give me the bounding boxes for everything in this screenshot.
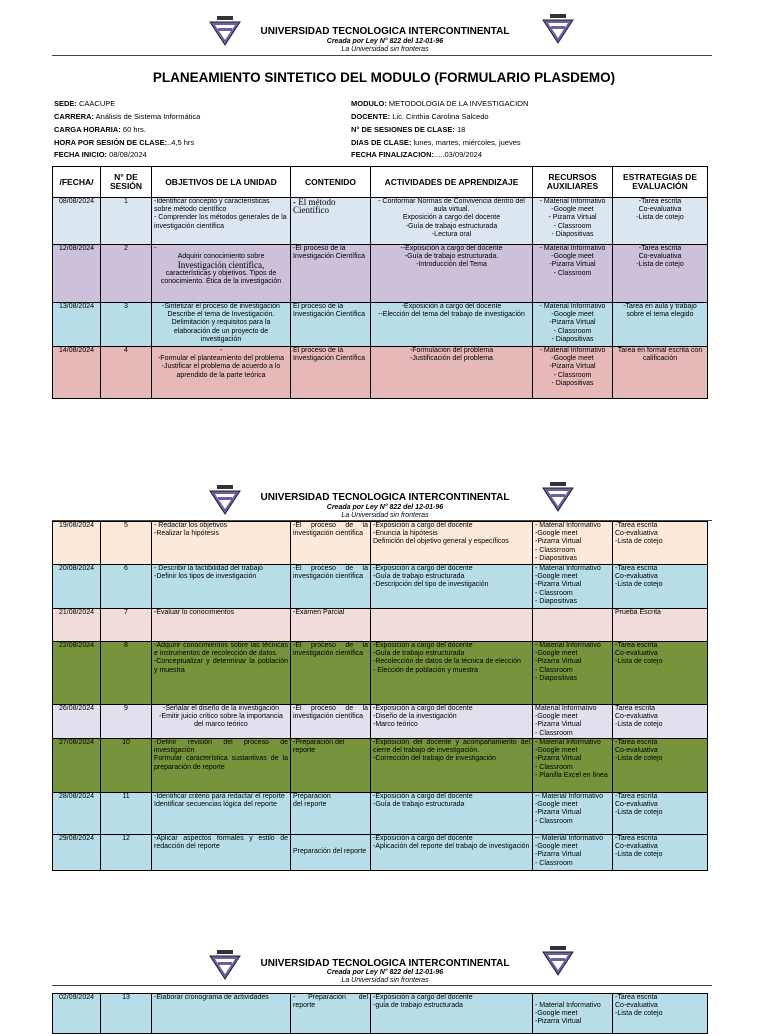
row-fecha: 20/08/2024	[53, 565, 101, 609]
row-actividades: -Exposición a cargo del docente -Guía de trabajo estructurada -Descripción del tipo de investigación	[371, 565, 533, 609]
row-objetivos: - Describir la factibilidad del trabajo -Definir los tipos de investigación	[152, 565, 291, 609]
row-estrategias: -Tarea escrita Co-evaluativa -Lista de cotejo	[613, 793, 708, 835]
university-name: UNIVERSIDAD TECNOLOGICA INTERCONTINENTAL	[260, 26, 510, 37]
row-fecha: 22/08/2024	[53, 642, 101, 705]
row-contenido: -El proceso de la Investigación Científica	[291, 245, 371, 303]
row-actividades: -Exposición a cargo del docente -Enuncia la hipótesis Definición del objetivo general y específicos	[371, 522, 533, 565]
row-sesion: 1	[101, 198, 152, 245]
row-estrategias: Tarea en formal escrita con calificación	[613, 347, 708, 399]
row-actividades: --Exposición a cargo del docente -Guía de trabajo estructurada. -Introducción del Tema	[371, 245, 533, 303]
row-fecha: 14/08/2024	[53, 347, 101, 399]
row-estrategias: -Tarea escrita Co-evaluativa -Lista de cotejo	[613, 565, 708, 609]
row-actividades: -Exposición a cargo del docente --Elección del tema del trabajo de investigación	[371, 303, 533, 347]
row-actividades: -Exposición a cargo del docente -Diseño de la investigación -Marco teórico	[371, 705, 533, 739]
row-fecha: 19/08/2024	[53, 522, 101, 565]
row-sesion: 13	[101, 994, 152, 1034]
row-estrategias: -Tarea escrita Co-evaluativa -Lista de cotejo	[613, 198, 708, 245]
row-contenido: -Examen Parcial	[291, 609, 371, 642]
info-hora: HORA POR SESIÓN DE CLASE:..4,5 hrs	[54, 138, 195, 147]
col-fecha: /FECHA/	[53, 167, 101, 198]
row-sesion: 12	[101, 835, 152, 871]
university-name: UNIVERSIDAD TECNOLOGICA INTERCONTINENTAL	[260, 492, 510, 503]
info-fecha-fin: FECHA FINALIZACION:.....03/09/2024	[351, 150, 483, 159]
row-sesion: 2	[101, 245, 152, 303]
row-contenido: Preparación del reporte	[291, 835, 371, 871]
row-recursos: - Material Informativo -Google meet -Pizarra Virtual	[533, 994, 613, 1034]
info-sesiones: N° DE SESIONES DE CLASE: 18	[351, 125, 466, 134]
row-recursos	[533, 609, 613, 642]
row-objetivos: - Adquirir conocimiento sobre Investigación científica, características y objetivos. Tipos de conocimiento. Ética de la investigación	[152, 245, 291, 303]
row-sesion: 10	[101, 739, 152, 793]
row-sesion: 11	[101, 793, 152, 835]
row-recursos: - Material Informativo -Google meet -Pizarra Virtual - Classroom - Planilla Excel en línea	[533, 739, 613, 793]
row-recursos: - Material Informativo -Google meet -Pizarra Virtual - Classroom - Diapositivas	[533, 565, 613, 609]
table-row	[53, 642, 708, 705]
info-dias: DIAS DE CLASE: lunes, martes, miércoles, jueves	[351, 138, 521, 147]
table-row	[53, 303, 708, 347]
row-sesion: 5	[101, 522, 152, 565]
row-fecha: 29/08/2024	[53, 835, 101, 871]
row-estrategias: -Tarea escrita Co-evaluativa -Lista de cotejo	[613, 642, 708, 705]
header-divider	[52, 985, 712, 986]
row-recursos: - Material Informativo -Google meet - Pizarra Virtual - Classroom - Diapositivas	[533, 198, 613, 245]
university-law: Creada por Ley N° 822 del 12-01-96	[326, 504, 444, 511]
row-estrategias: -Tarea en aula y trabajo sobre el tema elegido	[613, 303, 708, 347]
row-contenido: -El proceso de la investigación científica	[291, 642, 371, 705]
row-recursos: - Material Informativo -Google meet -Pizarra Virtual - Classroom - Diapositivas	[533, 347, 613, 399]
info-docente: DOCENTE: Lic. Cinthia Carolina Salcedo	[351, 112, 489, 121]
table-row	[53, 565, 708, 609]
row-recursos: Material Informativo -Google meet -Pizarra Virtual - Classroom	[533, 705, 613, 739]
row-contenido: - Preparación del reporte	[291, 994, 371, 1034]
row-recursos: -- Material Informativo -Google meet -Pizarra Virtual - Classroom	[533, 793, 613, 835]
row-estrategias: Prueba Escrita	[613, 609, 708, 642]
row-fecha: 26/08/2024	[53, 705, 101, 739]
row-estrategias: -Tarea escrita Co-evaluativa -Lista de cotejo	[613, 522, 708, 565]
col-sesion: N° DE SESIÓN	[101, 167, 152, 198]
row-fecha: 08/08/2024	[53, 198, 101, 245]
row-contenido: El proceso de la Investigación Científica	[291, 303, 371, 347]
row-objetivos: -Definir revisión del proceso de investigación Formular característica sustantivas de la preparación de reporte	[152, 739, 291, 793]
row-objetivos: - -Formular el planteamiento del problema -Justificar el problema de acuerdo a lo aprendido de la parte teórica	[152, 347, 291, 399]
row-objetivos: -Evaluar lo conocimientos	[152, 609, 291, 642]
table-row	[53, 739, 708, 793]
row-recursos: - Material Informativo -Google meet -Pizarra Virtual - Classrroom - Diapositivas	[533, 522, 613, 565]
row-recursos: - Material Informativo -Google meet -Pizarra Virtual - Classroom - Diapositivas	[533, 303, 613, 347]
row-actividades: -Formulación del problema -Justificación del problema	[371, 347, 533, 399]
row-contenido: Preparación del reporte	[291, 793, 371, 835]
row-objetivos: -Señalar el diseño de la investigación -Emitir juicio crítico sobre la importancia del marco teórico	[152, 705, 291, 739]
university-tagline: La Universidad sin fronteras	[341, 46, 429, 53]
row-fecha: 02/09/2024	[53, 994, 101, 1034]
row-objetivos: - Redactar los objetivos -Realizar la hipótesis	[152, 522, 291, 565]
plan-table-page-3	[52, 993, 708, 1034]
row-recursos: - Material Informativo -Google meet -Pizarra Virtual - Classroom	[533, 245, 613, 303]
table-row	[53, 793, 708, 835]
info-sede: SEDE: CAACUPE	[54, 99, 116, 108]
row-actividades: -Exposición a cargo del docente -Aplicación del reporte del trabajo de investigación	[371, 835, 533, 871]
university-tagline: La Universidad sin fronteras	[341, 977, 429, 984]
row-actividades: -Exposición a cargo del docente -Guía de trabajo estructurada -Recolección de datos de la técnica de elección - Elección de población y muestra	[371, 642, 533, 705]
info-carrera: CARRERA: Análisis de Sistema Informática	[54, 112, 201, 121]
row-fecha: 28/08/2024	[53, 793, 101, 835]
row-actividades: -Exposición a cargo del docente -Guía de trabajo estructurada	[371, 793, 533, 835]
row-objetivos: -Identificar concepto y características sobre método científico - Comprender los métodos generales de la investigación científica	[152, 198, 291, 245]
row-actividades: -Exposición del docente y acompañamiento del cierre del trabajo de investigación. -Corrección del trabajo de investigación	[371, 739, 533, 793]
plan-table-page-1	[52, 166, 708, 399]
university-tagline: La Universidad sin fronteras	[341, 512, 429, 519]
page-title: PLANEAMIENTO SINTETICO DEL MODULO (FORMULARIO PLASDEMO)	[152, 70, 616, 85]
row-contenido: -El proceso de la investigación científica	[291, 565, 371, 609]
row-objetivos: -Sintetizar el proceso de investigación Describe el tema de Investigación. Delimitación y requisitos para la elaboración de un proyecto de investigación	[152, 303, 291, 347]
row-sesion: 9	[101, 705, 152, 739]
row-sesion: 7	[101, 609, 152, 642]
row-fecha: 21/08/2024	[53, 609, 101, 642]
row-fecha: 27/08/2024	[53, 739, 101, 793]
row-fecha: 13/08/2024	[53, 303, 101, 347]
col-estrategias: ESTRATEGIAS DE EVALUACIÓN	[613, 167, 708, 198]
table-row	[53, 198, 708, 245]
university-law: Creada por Ley N° 822 del 12-01-96	[326, 38, 444, 45]
row-contenido: - El método Científico	[291, 198, 371, 245]
header-divider	[52, 55, 712, 56]
table-row	[53, 522, 708, 565]
row-estrategias: -Tarea escrita Co-evaluativa -Lista de cotejo	[613, 835, 708, 871]
table-row	[53, 705, 708, 739]
row-actividades	[371, 609, 533, 642]
info-modulo: MODULO: METODOLOGIA DE LA INVESTIGACION	[351, 99, 529, 108]
row-recursos: -- Material Informativo -Google meet -Pizarra Virtual - Classroom	[533, 835, 613, 871]
row-contenido: El proceso de la Investigación Científica	[291, 347, 371, 399]
row-actividades: -Exposición a cargo del docente -guía de trabajo estructurada	[371, 994, 533, 1034]
row-contenido: -El proceso de la investigación científica	[291, 705, 371, 739]
row-objetivos: -Identificar criterio para redactar el reporte Identificar secuencias lógica del reporte	[152, 793, 291, 835]
row-sesion: 4	[101, 347, 152, 399]
col-contenido: CONTENIDO	[291, 167, 371, 198]
row-estrategias: -Tarea escrita Co-evaluativa -Lista de cotejo	[613, 739, 708, 793]
row-recursos: - Material Informativo -Google meet -Pizarra Virtual - Classroom - Diapositivas	[533, 642, 613, 705]
row-objetivos: -Adquirir conocimientos sobre las técnicas e instrumentos de recolección de datos. -Conceptualizar y determinar la población y muestra	[152, 642, 291, 705]
row-contenido: -Preparación del reporte	[291, 739, 371, 793]
row-objetivos: -Elaborar cronograma de actividades	[152, 994, 291, 1034]
table-row	[53, 245, 708, 303]
table-row	[53, 835, 708, 871]
col-actividades: ACTIVIDADES DE APRENDIZAJE	[371, 167, 533, 198]
row-estrategias: -Tarea escrita Co-evaluativa -Lista de cotejo	[613, 245, 708, 303]
plan-table-page-2	[52, 521, 708, 871]
row-estrategias: Tarea escrita Co-evaluativa -Lista de cotejo	[613, 705, 708, 739]
info-fecha-inicio: FECHA INICIO: 08/08/2024	[54, 150, 147, 159]
info-carga: CARGA HORARIA: 60 hrs.	[54, 125, 146, 134]
row-sesion: 8	[101, 642, 152, 705]
table-row	[53, 347, 708, 399]
row-actividades: - Conformar Normas de Convivencia dentro del aula virtual. Exposición a cargo del docente -Guía de trabajo estructurada -Lectura oral	[371, 198, 533, 245]
university-name: UNIVERSIDAD TECNOLOGICA INTERCONTINENTAL	[260, 958, 510, 969]
row-sesion: 6	[101, 565, 152, 609]
row-fecha: 12/08/2024	[53, 245, 101, 303]
col-objetivos: OBJETIVOS DE LA UNIDAD	[152, 167, 291, 198]
row-sesion: 3	[101, 303, 152, 347]
table-row	[53, 994, 708, 1034]
table-row	[53, 609, 708, 642]
row-estrategias: -Tarea escrita Co-evaluativa -Lista de cotejo	[613, 994, 708, 1034]
university-law: Creada por Ley N° 822 del 12-01-96	[326, 969, 444, 976]
row-objetivos: -Aplicar aspectos formales y estilo de redacción del reporte	[152, 835, 291, 871]
row-contenido: -El proceso de la investigación científica	[291, 522, 371, 565]
col-recursos: RECURSOS AUXILIARES	[533, 167, 613, 198]
